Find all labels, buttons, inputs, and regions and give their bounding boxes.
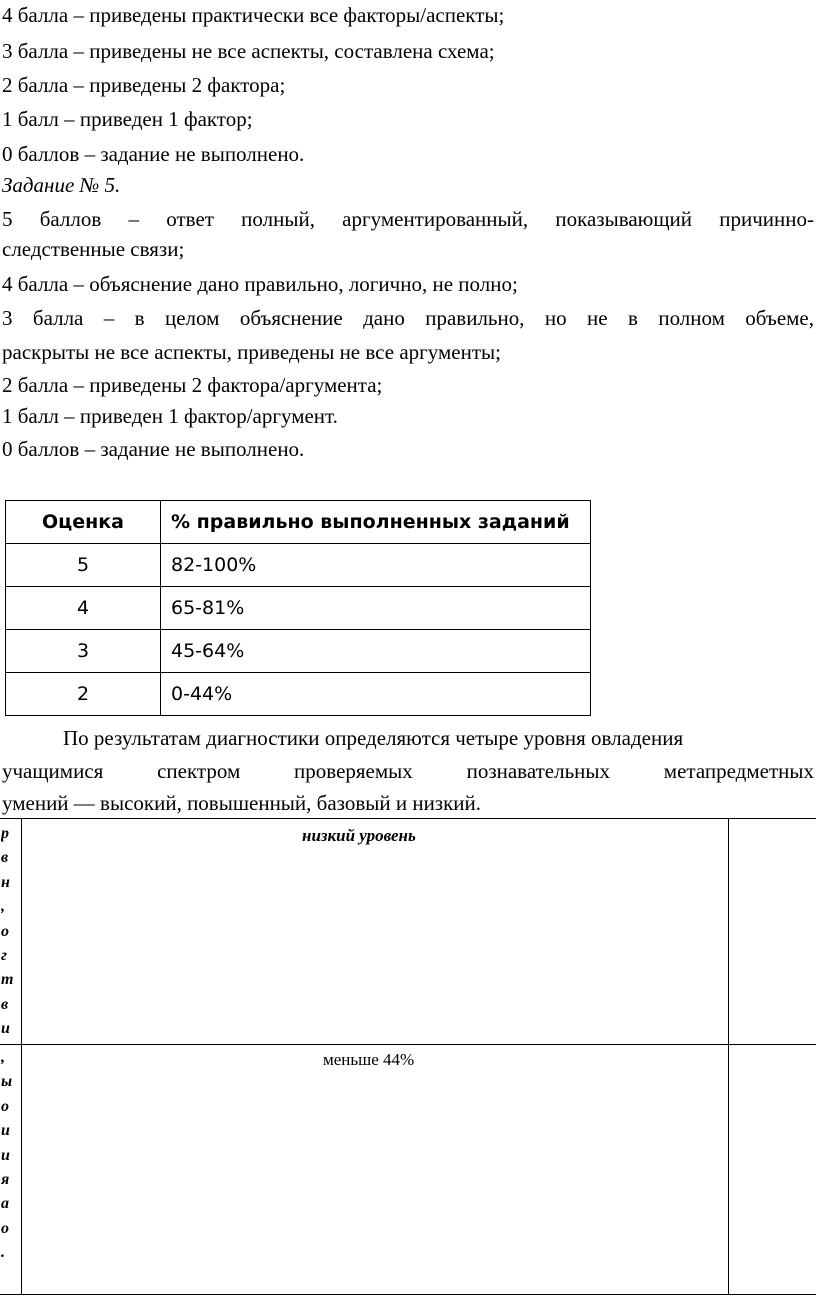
criteria-line-4: 4 балла – приведены практически все факторы/аспекты;: [2, 3, 505, 27]
levels-top-border: [0, 818, 816, 819]
table-row: [6, 587, 591, 630]
grade-cell: 3: [6, 630, 161, 673]
low-level-header: низкий уровень: [302, 826, 416, 845]
table-row: [6, 544, 591, 587]
grade-cell: 4: [6, 587, 161, 630]
table-row: [6, 630, 591, 673]
paragraph-line-1: По результатам диагностики определяются четыре уровня овладения: [63, 726, 684, 750]
grade-cell: 5: [6, 544, 161, 587]
percent-header: % правильно выполненных заданий: [161, 501, 591, 544]
task5-line-3: 4 балла – объяснение дано правильно, логично, не полно;: [2, 272, 518, 296]
grade-cell: 2: [6, 673, 161, 716]
task5-line-8: 0 баллов – задание не выполнено.: [2, 437, 305, 461]
levels-bottom-border: [0, 1294, 816, 1295]
task5-title: Задание № 5.: [2, 173, 121, 197]
task5-line-2: следственные связи;: [2, 237, 185, 261]
grade-header: Оценка: [6, 501, 161, 544]
levels-row1-side-text: р в н , о г т в и: [1, 825, 14, 1038]
percent-cell: 0-44%: [161, 673, 591, 716]
criteria-line-3: 3 балла – приведены не все аспекты, составлена схема;: [2, 39, 495, 63]
task5-line-1: 5 баллов – ответ полный, аргументированный, показывающий причинно-: [2, 207, 814, 231]
paragraph-line-3: умений — высокий, повышенный, базовый и низкий.: [2, 791, 482, 815]
criteria-line-2: 2 балла – приведены 2 фактора;: [2, 73, 286, 97]
levels-col-divider-2: [728, 818, 729, 1295]
grade-table: [5, 500, 591, 716]
criteria-line-1: 1 балл – приведен 1 фактор;: [2, 107, 253, 131]
low-level-value: меньше 44%: [323, 1050, 415, 1069]
paragraph-line-2: учащимися спектром проверяемых познавательных метапредметных: [2, 759, 814, 783]
task5-line-4: 3 балла – в целом объяснение дано правильно, но не в полном объеме,: [2, 306, 814, 330]
levels-col-divider-1: [21, 818, 22, 1295]
task5-line-5: раскрыты не все аспекты, приведены не все аргументы;: [2, 340, 501, 364]
levels-row-divider: [0, 1044, 816, 1045]
table-row: [6, 673, 591, 716]
percent-cell: 45-64%: [161, 630, 591, 673]
task5-line-6: 2 балла – приведены 2 фактора/аргумента;: [2, 373, 383, 397]
levels-table: [0, 818, 816, 1296]
percent-cell: 65-81%: [161, 587, 591, 630]
task5-line-7: 1 балл – приведен 1 фактор/аргумент.: [2, 404, 338, 428]
levels-row2-side-text: , ы о и и я а о .: [1, 1049, 13, 1262]
grade-table-header: [6, 501, 591, 544]
criteria-line-0: 0 баллов – задание не выполнено.: [2, 142, 305, 166]
percent-cell: 82-100%: [161, 544, 591, 587]
